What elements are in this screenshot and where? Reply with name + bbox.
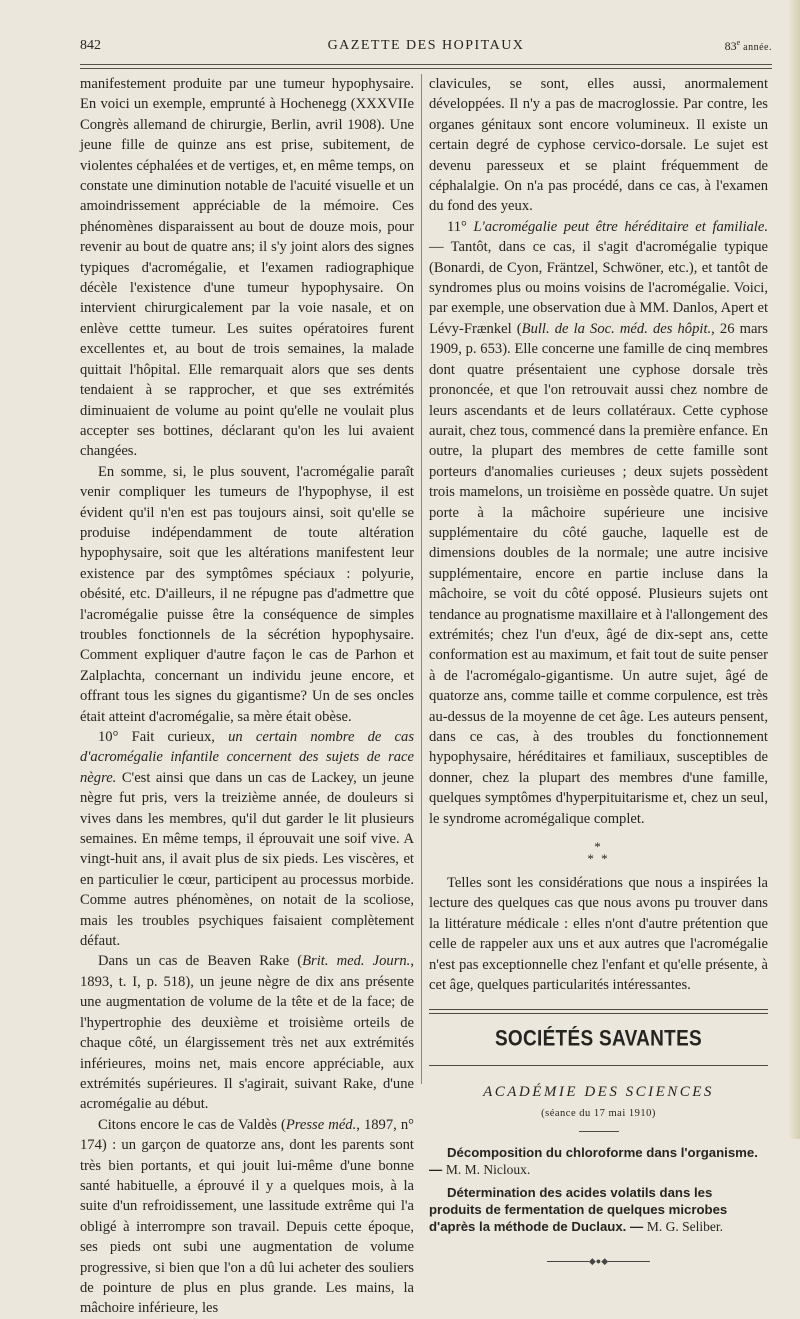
journal-title: GAZETTE DES HOPITAUX	[327, 38, 525, 53]
communication-entry: Détermination des acides volatils dans les produits de fermentation de quelques microbes d'après la méthode de Duclaux. — M. G. Seliber.	[429, 1184, 728, 1234]
header-double-rule	[80, 64, 772, 69]
italic-heading: L'acromégalie peut être héréditaire et familiale.	[473, 218, 768, 235]
paragraph: clavicules, se sont, elles aussi, anormalement développées. Il n'y a pas de macroglossie. Par contre, les organes génitaux sont encore volumineux. Il existe un certain degré de cyphose cervico-dorsale. Le sujet est devenu paresseux et se plaint fréquemment de céphalalgie. On n'a pas procédé, dans ce cas, à l'examen du fond des yeux.	[429, 76, 768, 215]
right-column	[429, 74, 768, 1271]
paragraph: 10° Fait curieux, un certain nombre de cas d'acromégalie infantile concernent des sujets de race nègre. C'est ainsi que dans un cas de Lackey, un jeune nègre fut pris, vers la treizième année, de douleurs si vives dans les membres, qu'il dut garder le lit plusieurs semaines. En même temps, il éprouvait une soif vive. A vingt-huit ans, il avait plus de six pieds. Les viscères, et en particulier le cœur, participent au processus morbide. Comme autres phénomènes, on notait de la scoliose, mais les troubles psychiques faisaient complètement défaut.	[80, 729, 414, 950]
asterism: * * *	[587, 839, 610, 867]
communication-entry: Décomposition du chloroforme dans l'organisme. — M. M. Nicloux.	[429, 1144, 758, 1177]
paragraph: Dans un cas de Beaven Rake (Brit. med. Journ., 1893, t. I, p. 518), un jeune nègre de dix ans présente une augmentation de volume de la tête et de la face; de l'hypertrophie des deuxième et troisième orteils de chaque côté, un élargissement très net aux extrémités inférieures, moins net, mais encore appréciable, aux extrémités supérieures. Il s'agirait, suivant Rake, d'une acromégalie au début.	[80, 953, 414, 1113]
left-column	[80, 74, 414, 1319]
paragraph: Citons encore le cas de Valdès (Presse méd., 1897, n° 174) : un garçon de quatorze ans, dont les parents sont très bien portants, et qui jouit lui-même d'une bonne santé habituelle, a éprouvé il y a quelques mois, à la suite d'un refroidissement, une lassitude extrême qui l'a obligé à interrompre son travail. Depuis cette époque, ses pieds ont subi une augmentation de volume progressive, si bien que l'on a dû lui acheter des souliers de pointure de plus en plus grande. Les mains, la mâchoire inférieure, les	[80, 1116, 414, 1317]
section-title: SOCIÉTÉS SAVANTES	[494, 1027, 703, 1052]
paragraph: 11° L'acromégalie peut être héréditaire et familiale. — Tantôt, dans ce cas, il s'agit d'acromégalie typique (Bonardi, de Cyon, Fräntzel, Schwöner, etc.), et tantôt de syndromes plus ou moins voisins de l'acromégalie. Voici, par exemple, une observation due à MM. Danlos, Apert et Lévy-Frænkel (Bull. de la Soc. méd. des hôpit., 26 mars 1909, p. 653). Elle concerne une famille de cinq membres dont quatre présentaient une cyphose dorsale très prononcée, et que l'on retrouvait aussi chez nombre de leurs ascendants et de leurs collatéraux. Cette cyphose aurait, chez tous, commencé dans la première enfance. En outre, la plupart des membres de cette famille sont porteurs d'anomalies curieuses ; deux sujets possèdent trois mamelons, un troisième en possède quatre. Un sujet porte à la mâchoire supérieure une incisive supplémentaire du côté gauche, laquelle est de dimensions doubles de la normale; une autre incisive supplémentaire, encore en partie incluse dans la mâchoire, se voit du côté opposé. Plusieurs sujets ont tendance au prognatisme maxillaire et à l'allongement des extrémités; chez l'un d'eux, âgé de dix-sept ans, cette conformation est au maximum, et fait tout de suite penser à de l'acromégalo-gigantisme. Un autre sujet, âgé de quatorze ans, comme taille et comme corpulence, est très au-dessus de la moyenne de cet âge. Les auteurs pensent, dans ce cas, à des troubles du fonctionnement hypophysaire, héréditaires et familiaux, susceptibles de donner, chez la plupart des membres d'une famille, quelques symptômes d'hyperpituitarisme et, chez un seul, le syndrome acromégalique complet.	[429, 218, 768, 827]
page-edge	[788, 0, 800, 1139]
paragraph: En somme, si, le plus souvent, l'acromégalie paraît venir compliquer les tumeurs de l'hypophyse, il est évident qu'il n'en est pas toujours ainsi, soit qu'elle se produise indépendamment de toute altération hypophysaire, soit que les altérations manifestent leur existence par des symptômes spéciaux : polyurie, obésité, etc. D'ailleurs, il ne répugne pas d'admettre que l'acromégalie puisse être la conséquence de simples troubles fonctionnels de la sécrétion hypophysaire. Comment expliquer d'autre façon le cas de Parhon et Zalplachta, concernant un individu jeune encore, et offrant tous les signes du gigantisme? Un de ses oncles était atteint d'acromégalie, sa mère était obèse.	[80, 463, 414, 725]
paragraph: Telles sont les considérations que nous a inspirées la lecture des quelques cas que nous avons pu trouver dans la littérature médicale : elles n'ont d'autre prétention que celle de rappeler aux uns et aux autres que l'acromégalie n'est pas exceptionnelle chez l'enfant et qu'elle présente, à cet âge, quelques particularités intéressantes.	[429, 875, 768, 994]
short-rule	[579, 1131, 619, 1132]
citation: Brit. med. Journ.	[302, 953, 411, 970]
volume-year: 83e année.	[724, 38, 772, 53]
page-number: 842	[80, 38, 101, 53]
end-ornament: ◆●◆	[429, 1251, 768, 1271]
column-divider	[421, 74, 422, 1084]
section-double-rule	[429, 1009, 768, 1014]
academy-heading: ACADÉMIE DES SCIENCES	[483, 1083, 714, 1100]
session-date: (séance du 17 mai 1910)	[541, 1108, 656, 1120]
italic-heading: un certain nombre de cas d'acromégalie infantile concernent des sujets de race nègre.	[80, 729, 414, 786]
citation: Presse méd.	[285, 1116, 357, 1133]
citation: Bull. de la Soc. méd. des hôpit.	[521, 320, 712, 337]
paragraph: manifestement produite par une tumeur hypophysaire. En voici un exemple, emprunté à Hochenegg (XXXVIIe Congrès allemand de chirurgie, Berlin, avril 1908). Une jeune fille de quinze ans est prise, subitement, de violentes céphalées et de vertiges, et, en même temps, on constate une diminution notable de l'acuité visuelle et un amoindrissement appréciable de la mémoire. Ces phénomènes disparaissent au bout de douze mois, pour revenir au bout de quatre ans; il s'y joint alors des signes typiques d'acromégalie, et l'examen radiographique décèle l'existence d'une tumeur hypophysaire. On intervient chirurgicalement par la voie nasale, et on enlève cettte tumeur. Les suites opératoires furent excellentes et, au bout de trois semaines, la malade quittait l'hôpital. Elle remarquait alors que ses dents tendaient à se rapprocher, et que ses extrémités diminuaient de volume au point qu'elle ne voulait plus accepter ses bottines, déclarant qu'on les lui avaient changées.	[80, 76, 414, 460]
section-rule	[429, 1065, 768, 1066]
